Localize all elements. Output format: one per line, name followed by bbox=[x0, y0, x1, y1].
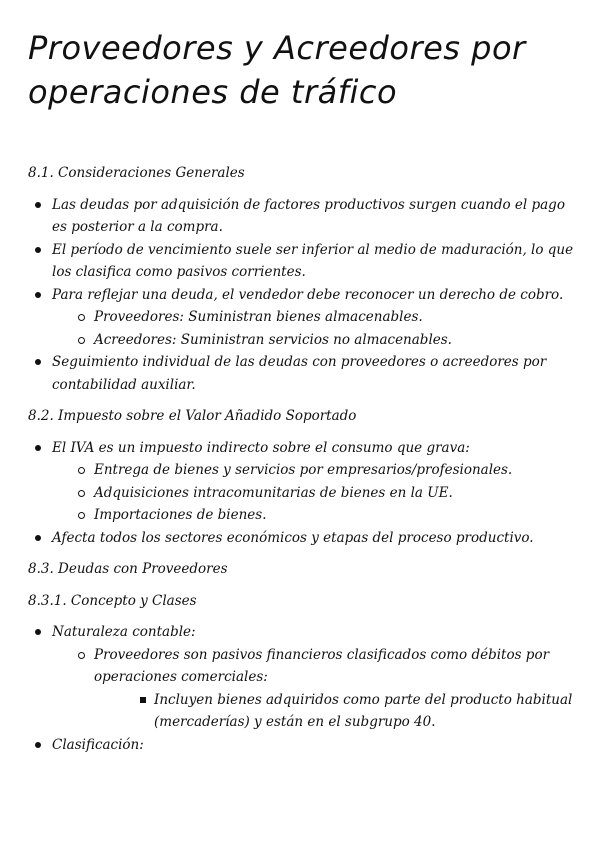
sub-list bbox=[52, 306, 576, 351]
list-item bbox=[28, 437, 576, 527]
sub-list-item: Proveedores: Suministran bienes almacenables. bbox=[52, 306, 576, 329]
sub-list-item-text: Proveedores son pasivos financieros clasificados como débitos por operaciones comerciales: bbox=[94, 646, 550, 685]
section-heading-8-1: 8.1. Consideraciones Generales bbox=[28, 165, 245, 181]
list-item-text: Para reflejar una deuda, el vendedor debe reconocer un derecho de cobro. bbox=[52, 286, 564, 303]
sub-list-item: Acreedores: Suministran servicios no almacenables. bbox=[52, 329, 576, 352]
sub-list-item: Entrega de bienes y servicios por empresarios/profesionales. bbox=[52, 459, 576, 482]
section-heading-8-3: 8.3. Deudas con Proveedores bbox=[28, 561, 228, 577]
section-heading-8-2: 8.2. Impuesto sobre el Valor Añadido Soportado bbox=[28, 408, 357, 424]
list-item: Afecta todos los sectores económicos y etapas del proceso productivo. bbox=[28, 527, 576, 550]
page-title bbox=[28, 26, 578, 114]
sub-sub-list bbox=[94, 689, 576, 734]
list-item: Seguimiento individual de las deudas con proveedores o acreedores por contabilidad auxiliar. bbox=[28, 351, 576, 396]
title-line-1: Proveedores y Acreedores por bbox=[28, 29, 526, 67]
section-heading-8-3-1: 8.3.1. Concepto y Clases bbox=[28, 592, 197, 609]
title-line-2: operaciones de tráfico bbox=[28, 73, 398, 111]
list-item bbox=[28, 621, 576, 734]
list-item: Las deudas por adquisición de factores productivos surgen cuando el pago es posterior a la compra. bbox=[28, 194, 576, 239]
sub-list-item: Adquisiciones intracomunitarias de bienes en la UE. bbox=[52, 482, 576, 505]
section-8-3-1-list bbox=[28, 621, 576, 756]
sub-sub-list-item: Incluyen bienes adquiridos como parte del producto habitual (mercaderías) y están en el subgrupo 40. bbox=[94, 689, 576, 734]
section-8-1-list bbox=[28, 194, 576, 397]
list-item-text: Naturaleza contable: bbox=[52, 624, 196, 640]
list-item bbox=[28, 284, 576, 352]
sub-list-item bbox=[52, 644, 576, 734]
document-content bbox=[28, 162, 576, 765]
section-8-2-list bbox=[28, 437, 576, 550]
sub-list bbox=[52, 459, 576, 527]
list-item-text: El IVA es un impuesto indirecto sobre el consumo que grava: bbox=[52, 439, 470, 456]
list-item: El período de vencimiento suele ser inferior al medio de maduración, lo que los clasifica como pasivos corrientes. bbox=[28, 239, 576, 284]
list-item: Clasificación: bbox=[28, 734, 576, 757]
sub-list bbox=[52, 644, 576, 734]
sub-list-item: Importaciones de bienes. bbox=[52, 504, 576, 527]
